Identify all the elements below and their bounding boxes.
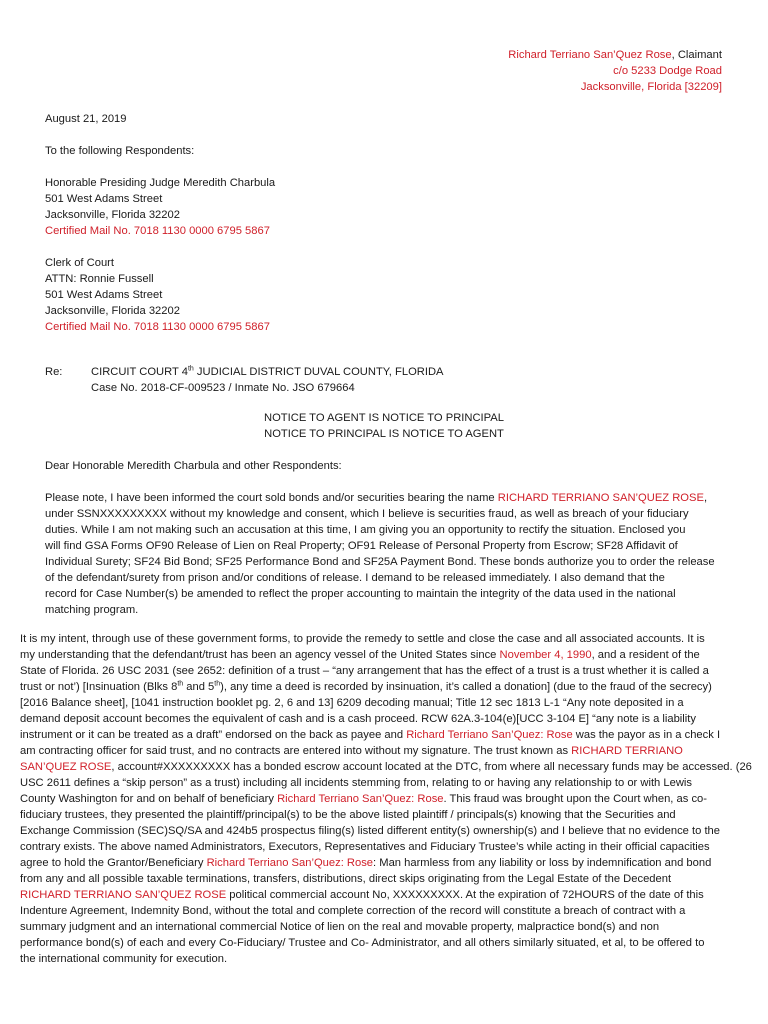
respondent2-city: Jacksonville, Florida 32202 xyxy=(45,305,180,317)
greeting: Dear Honorable Meredith Charbula and other Respondents: xyxy=(45,460,342,472)
p2-line: Exchange Commission (SEC)SQ/SA and 424b5 prospectus filing(s) listed different entity(s) ownership(s) and I believe that no evidence to the xyxy=(20,825,720,837)
p2-line xyxy=(20,759,752,775)
re-court-text: CIRCUIT COURT 4 xyxy=(91,366,188,378)
p2-line: performance bond(s) of each and every Co-Fiduciary/ Trustee and Co- Administrator, and all others similarly situated, et al, to be offered to xyxy=(20,937,705,949)
p2-line: demand deposit account becomes the equivalent of cash and is a cash proceed. RCW 62A.3-104(e)[UCC 3-104 E] “any note is a liability xyxy=(20,713,696,725)
p2-text: instrument or it can be treated as a draft” endorsed on the back as payee and xyxy=(20,729,407,741)
respondent2-attn: ATTN: Ronnie Fussell xyxy=(45,273,154,285)
p2-text: . This fraud was brought upon the Court when, as co- xyxy=(443,793,707,805)
re-court-text-2: JUDICIAL DISTRICT DUVAL COUNTY, FLORIDA xyxy=(193,366,444,378)
p1-line: duties. While I am not making such an accusation at this time, I am giving you an opportunity to rectify the situation. Enclosed you xyxy=(45,524,686,536)
p2-text: , and a resident of the xyxy=(591,649,700,661)
p2-text: County Washington for and on behalf of beneficiary xyxy=(20,793,278,805)
re-court-sup: th xyxy=(187,365,194,373)
p2-text: , account#XXXXXXXXX has a bonded escrow account located at the DTC, from where all necessary funds may be accessed. (26 xyxy=(111,761,752,773)
p2-line: from any and all possible taxable terminations, transfers, distributions, direct skips originating from the Legal Estate of the Decedent xyxy=(20,873,672,885)
p2-name-highlight: Richard Terriano San’Quez: Rose xyxy=(406,729,573,741)
p2-sup: th xyxy=(214,680,221,688)
p2-line: the international community for execution. xyxy=(20,953,228,965)
p2-name-highlight: SAN’QUEZ ROSE xyxy=(20,761,112,773)
p1-text: , xyxy=(703,492,708,504)
p2-line: Indenture Agreement, Indemnity Bond, without the total and complete correction of the record will constitute a breach of contract with a xyxy=(20,905,686,917)
p1-name-highlight: RICHARD TERRIANO SAN’QUEZ ROSE xyxy=(497,492,704,504)
respondent2-address xyxy=(45,255,270,335)
p2-text: was the payor as in a check I xyxy=(572,729,721,741)
claimant-suffix: , Claimant xyxy=(671,49,722,61)
p2-line: contrary exists. The above named Administrators, Executors, Representatives and Fiduciary Trustee’s while acting in their official capacities xyxy=(20,841,710,853)
respondent1-street: 501 West Adams Street xyxy=(45,193,163,205)
p2-name-highlight: Richard Terriano San’Quez: Rose xyxy=(277,793,444,805)
p2-line xyxy=(20,887,745,903)
respondent1-address xyxy=(45,175,275,239)
p1-line: under SSNXXXXXXXXX without my knowledge and consent, which I believe is securities fraud, as well as breach of your fiduciary xyxy=(45,508,689,520)
paragraph-1 xyxy=(45,490,730,618)
respondent1-certified-mail: Certified Mail No. 7018 1130 0000 6795 5867 xyxy=(45,225,270,237)
p2-text: political commercial account No, XXXXXXXXX. At the expiration of 72HOURS of the date of this xyxy=(226,889,704,901)
p2-text: and 5 xyxy=(183,681,215,693)
p2-line xyxy=(20,647,745,663)
p2-name-highlight: RICHARD TERRIANO SAN’QUEZ ROSE xyxy=(20,889,227,901)
letter-date: August 21, 2019 xyxy=(45,113,127,125)
p2-name-highlight: RICHARD TERRIANO xyxy=(571,745,683,757)
p2-text: am contracting officer for said trust, and no contracts are entered into without my signature. The trust known as xyxy=(20,745,572,757)
respondent2-title: Clerk of Court xyxy=(45,257,115,269)
p1-line: will find GSA Forms OF90 Release of Lien on Real Property; OF91 Release of Personal Property from Escrow; SF28 Affidavit of xyxy=(45,540,678,552)
respondent2-certified-mail: Certified Mail No. 7018 1130 0000 6795 5867 xyxy=(45,321,270,333)
claimant-name: Richard Terriano San’Quez Rose xyxy=(508,49,672,61)
re-court-line xyxy=(91,364,444,380)
claimant-address-line1: c/o 5233 Dodge Road xyxy=(613,65,722,77)
p1-line: matching program. xyxy=(45,604,139,616)
re-case-number: Case No. 2018-CF-009523 / Inmate No. JSO 679664 xyxy=(91,382,355,394)
p2-line xyxy=(20,743,745,759)
claimant-address-line2: Jacksonville, Florida [32209] xyxy=(580,81,722,93)
p2-text: agree to hold the Grantor/Beneficiary xyxy=(20,857,207,869)
p1-line: Individual Surety; SF24 Bid Bond; SF25 Performance Bond and SF25A Payment Bond. These bonds authorize you to order the release xyxy=(45,556,715,568)
p2-line: [2016 Balance sheet], [1041 instruction booklet pg. 2, 6 and 13] 6209 decoding manual; Title 12 sec 1813 L-1 “Any note deposited in a xyxy=(20,697,684,709)
p2-line xyxy=(20,679,745,695)
p1-line: record for Case Number(s) be amended to reflect the proper accounting to maintain the integrity of the data used in the national xyxy=(45,588,676,600)
notice-heading xyxy=(0,410,768,442)
p1-text: Please note, I have been informed the court sold bonds and/or securities bearing the name xyxy=(45,492,498,504)
notice-line1: NOTICE TO AGENT IS NOTICE TO PRINCIPAL xyxy=(264,412,504,424)
re-block xyxy=(91,364,444,396)
p2-text: my understanding that the defendant/trust has been an agency vessel of the United States since xyxy=(20,649,500,661)
claimant-block xyxy=(508,47,722,95)
p2-line: State of Florida. 26 USC 2031 (see 2652: definition of a trust – “any arrangement that has the effect of a trust is a trust whether it is called a xyxy=(20,665,709,677)
respondent1-name: Honorable Presiding Judge Meredith Charbula xyxy=(45,177,276,189)
respondents-intro: To the following Respondents: xyxy=(45,145,195,157)
p2-name-highlight: Richard Terriano San’Quez: Rose xyxy=(206,857,374,869)
p2-line xyxy=(20,727,745,743)
re-label: Re: xyxy=(45,366,63,378)
p2-sup: th xyxy=(177,680,184,688)
p2-line xyxy=(20,855,745,871)
p2-line: It is my intent, through use of these government forms, to provide the remedy to settle and close the case and all associated accounts. It is xyxy=(20,633,705,645)
p2-line: fiduciary trustees, they presented the plaintiff/principal(s) to be the above listed plaintiff / principals(s) knowing that the Securities and xyxy=(20,809,676,821)
p2-text: trust or not’) [Insinuation (Blks 8 xyxy=(20,681,178,693)
p1-line xyxy=(45,490,730,506)
paragraph-2 xyxy=(20,631,752,967)
respondent2-street: 501 West Adams Street xyxy=(45,289,163,301)
p2-line: USC 2611 defines a “skip person” as a trust) including all incidents stemming from, relating to or having any relationship to or with Lewis xyxy=(20,777,692,789)
respondent1-city: Jacksonville, Florida 32202 xyxy=(45,209,180,221)
p2-line: summary judgment and an international commercial Notice of lien on the real and movable property, malpractice bond(s) and non xyxy=(20,921,660,933)
p2-text: ), any time a deed is recorded by insinuation, it’s called a donation] (due to the fraud of the secrecy) xyxy=(220,681,712,693)
notice-line2: NOTICE TO PRINCIPAL IS NOTICE TO AGENT xyxy=(264,428,504,440)
p2-date-highlight: November 4, 1990 xyxy=(499,649,592,661)
p1-line: of the defendant/surety from prison and/or conditions of release. I demand to be released immediately. I also demand that the xyxy=(45,572,665,584)
p2-text: : Man harmless from any liability or loss by indemnification and bond xyxy=(373,857,712,869)
p2-line xyxy=(20,791,745,807)
